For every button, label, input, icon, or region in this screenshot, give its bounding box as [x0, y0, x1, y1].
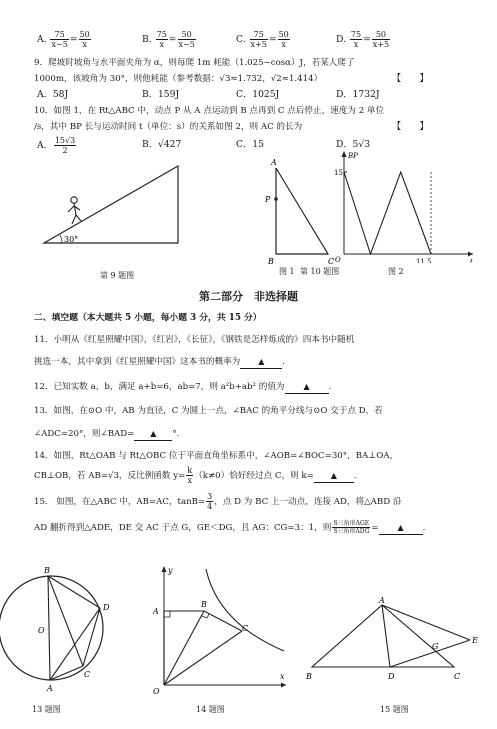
fig10-label-c: C — [328, 257, 335, 266]
fig10-label-b: B — [268, 257, 274, 266]
q10-bracket: 【 】 — [392, 121, 429, 132]
fig10-label-p: P — [265, 195, 271, 204]
q10-option-a: A． $\frac{15√3}{2}$ — [37, 136, 76, 155]
q9-line2: 1000m，该坡角为 30°，则他耗能（参考数据：√3≈1.732，√2≈1.414） — [34, 74, 323, 84]
fig10-graph-series-line — [344, 172, 431, 254]
fig13-circle-diagram — [0, 563, 120, 703]
fig15-label-b: B — [306, 672, 312, 681]
fig13-label-o: O — [38, 626, 45, 635]
q13-line2: ∠ADC=20°，则∠BAD= ▲ °. — [34, 429, 180, 439]
fig10-graph — [330, 148, 480, 263]
q12-line: 12．已知实数 a，b，满足 a+b=6，ab=7，则 a²b+ab² 的值为 ▲ . — [34, 382, 332, 392]
fig15-caption: 15 题图 — [380, 705, 409, 714]
fig15-label-d: D — [388, 672, 395, 681]
section-subtitle: 二、填空题（本大题共 5 小题，每小题 3 分，共 15 分） — [34, 313, 262, 323]
q14-line1: 14．如图，Rt△OAB 与 Rt△OBC 位于平面直角坐标系中，∠AOB=∠BOC=30°，BA⊥OA， — [34, 451, 399, 461]
q8-option-d: D. $\frac{75}{x}$ = $\frac{50}{x+5}$ — [336, 30, 390, 49]
fig15-triangle-diagram — [304, 595, 494, 690]
fig10-graph-y-tick: 15 — [334, 169, 343, 177]
fig10-graph-x-label: t — [470, 258, 473, 263]
fig14-label-x: x — [280, 672, 285, 681]
fig10-caption-main: 第 10 题图 — [300, 267, 340, 276]
q9-line1: 9．爬坡时坡角与水平面夹角为 α，则每爬 1m 耗能（1.025−cosα）J，若某人爬了 — [34, 58, 355, 68]
fig14-label-o: O — [153, 687, 160, 696]
q14-line2: CB⊥OB，若 AB=√3，反比例函数 y= $\frac{k}{x}$ （k≠0）恰好经过点 C，则 k= ▲ . — [34, 466, 357, 485]
fig15-label-a: A — [379, 596, 385, 605]
q10-option-c: C．15 — [236, 139, 264, 150]
fig13-caption: 13 题图 — [32, 705, 61, 714]
q8-option-a: A. $\frac{75}{x-5}$ = $\frac{50}{x}$ — [37, 30, 90, 49]
fig14-label-c: C — [242, 624, 249, 633]
fig10-label-a: A — [271, 158, 277, 167]
fig9-caption: 第 9 题图 — [100, 271, 135, 280]
q10-option-b: B．√427 — [142, 139, 182, 150]
fig15-label-e: E — [472, 636, 478, 645]
fig10-caption-2: 图 2 — [388, 267, 404, 276]
section-title: 第二部分 非选择题 — [199, 290, 298, 303]
fig14-caption: 14 题图 — [196, 705, 225, 714]
fig13-label-c: C — [84, 670, 91, 679]
q9-option-a: A．58J — [37, 89, 69, 100]
q15-line1: 15． 如图，在△ABC 中，AB=AC，tanB= $\frac{3}{4}$ ，点 D 为 BC 上一动点，连接 AD，将△ABD 沿 — [34, 492, 402, 511]
fig10-graph-x-tick: 11.5 — [416, 258, 432, 263]
q8-option-b: B. $\frac{75}{x}$ = $\frac{50}{x-5}$ — [142, 30, 195, 49]
q10-line2: /s，其中 BP 长与运动时间 t（单位：s）的关系如图 2，则 AC 的长为 — [34, 122, 303, 132]
q10-line1: 10．如图 1，在 Rt△ABC 中，动点 P 从 A 点运动到 B 点再到 C 点后停止，速度为 2 单位 — [34, 106, 385, 116]
fig15-label-g: G — [432, 642, 439, 651]
fig13-label-d: D — [103, 603, 110, 612]
answer-mark: ▲ — [397, 523, 404, 532]
q9-bracket: 【 】 — [392, 73, 429, 84]
fig10-graph-origin: O — [335, 256, 341, 263]
q15-line2: AD 翻折得到△ADE，DE 交 AC 于点 G，GE＜DG，且 AG：CG=3：1，则 $\frac{\text{S三角形AGE}}{\text{S三角形ADG}}$ = ▲ . — [34, 520, 426, 535]
answer-mark: ▲ — [330, 471, 337, 480]
fig14-label-y: y — [168, 566, 173, 575]
q11-line1: 11．小明从《红星照耀中国》，《红岩》，《长征》，《钢铁是怎样炼成的》四本书中随机 — [34, 335, 355, 345]
fig13-label-b: B — [44, 566, 50, 575]
fig14-label-b: B — [201, 600, 207, 609]
fig14-label-a: A — [153, 607, 159, 616]
fig14-coordinate-diagram — [146, 563, 292, 698]
answer-mark: ▲ — [150, 429, 157, 438]
q10-option-d: D．5√3 — [336, 139, 371, 150]
q9-option-c: C．1025J — [236, 89, 280, 100]
fig9-angle-label: 30° — [64, 235, 79, 244]
q11-line2: 挑选一本，其中拿到《红星照耀中国》这本书的概率为 ▲ . — [34, 357, 285, 367]
q13-line1: 13．如图，在⊙O 中，AB 为直径，C 为圆上一点，∠BAC 的角平分线与⊙O 交于点 D，若 — [34, 406, 383, 416]
fig10-caption-1: 图 1 — [279, 267, 295, 276]
answer-mark: ▲ — [258, 357, 265, 366]
climber-icon — [68, 197, 81, 224]
q8-option-c: C. $\frac{75}{x+5}$ = $\frac{50}{x}$ — [236, 30, 289, 49]
fig15-label-c: C — [454, 672, 461, 681]
q9-option-d: D．1732J — [336, 89, 380, 100]
fig10-graph-y-label: BP — [348, 152, 358, 160]
q9-option-b: B．159J — [142, 89, 180, 100]
fig13-label-a: A — [47, 684, 53, 693]
answer-mark: ▲ — [303, 382, 310, 391]
fig9-slope-diagram — [40, 160, 190, 252]
